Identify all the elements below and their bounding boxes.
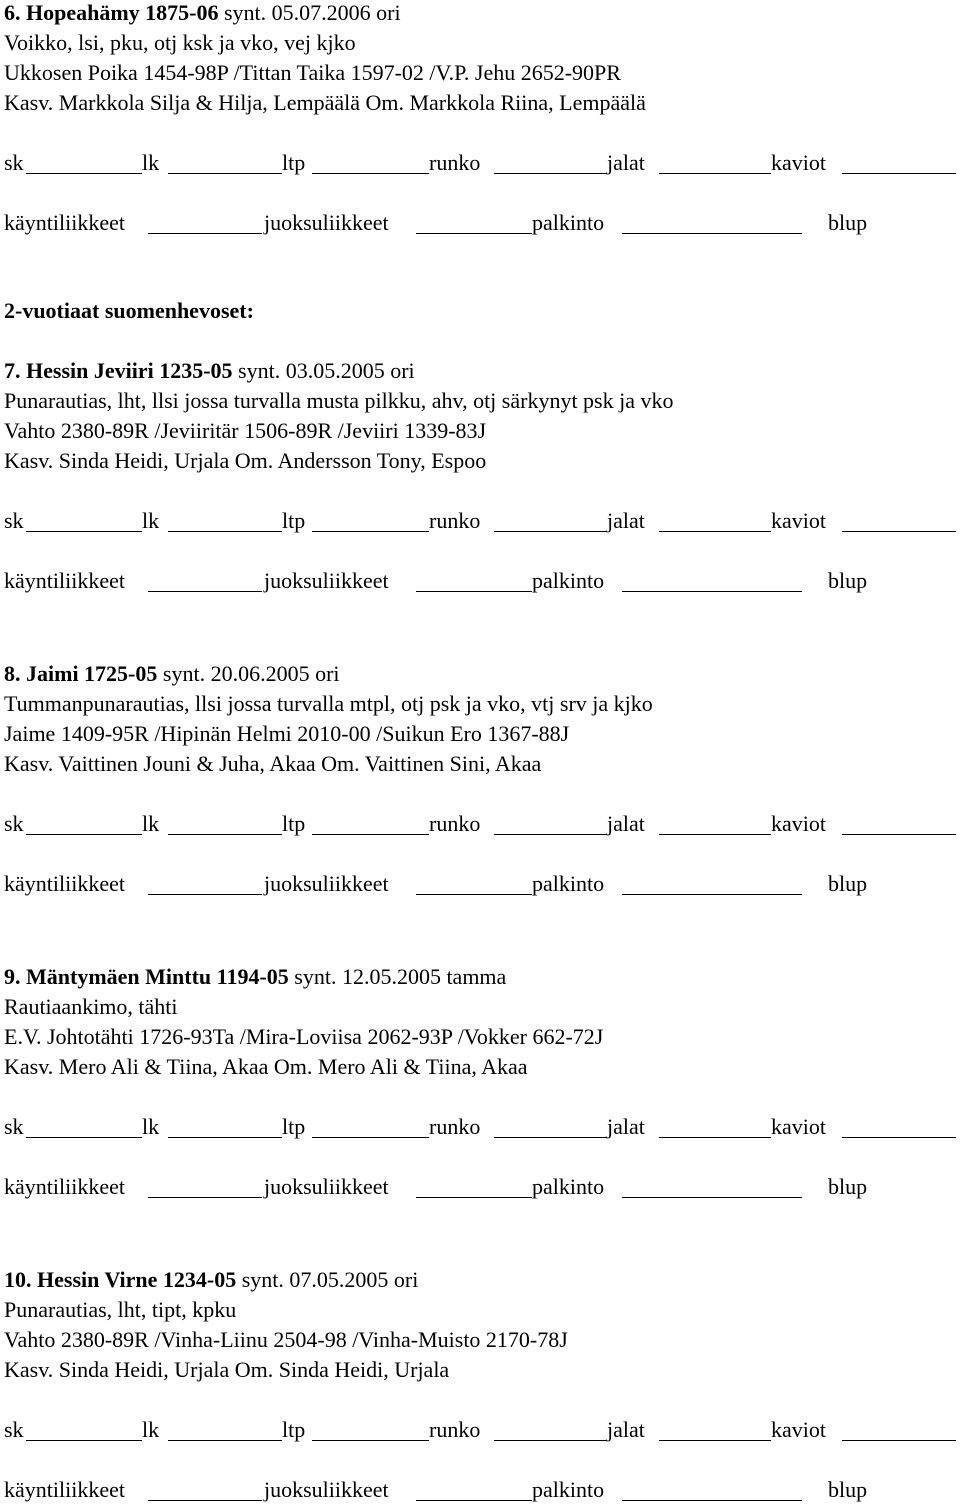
blank-underline xyxy=(148,1197,262,1198)
field-label: kaviot xyxy=(771,811,826,836)
blank-underline xyxy=(842,1440,956,1441)
field-label: runko xyxy=(429,150,481,175)
field-label: jalat xyxy=(607,508,645,533)
breeder-owner: Kasv. Sinda Heidi, Urjala Om. Andersson Tony, Espoo xyxy=(4,448,487,473)
field-label: runko xyxy=(429,811,481,836)
birth-info: synt. 03.05.2005 ori xyxy=(238,358,415,383)
coat-description: Tummanpunarautias, llsi jossa turvalla mtpl, otj psk ja vko, vtj srv ja kjko xyxy=(4,691,653,716)
entry-heading xyxy=(4,0,401,26)
blank-underline xyxy=(168,173,282,174)
field-label: ltp xyxy=(282,1114,306,1139)
field-label: palkinto xyxy=(532,210,605,235)
birth-info: synt. 07.05.2005 ori xyxy=(241,1267,419,1292)
field-label: kaviot xyxy=(771,1417,826,1442)
blank-underline xyxy=(622,1500,802,1501)
field-label: kaviot xyxy=(771,508,826,533)
field-label: jalat xyxy=(607,150,645,175)
field-label: runko xyxy=(429,1114,481,1139)
blank-underline xyxy=(494,173,607,174)
blank-underline xyxy=(148,894,262,895)
field-label: jalat xyxy=(607,1417,645,1442)
field-label: ltp xyxy=(282,811,306,836)
blank-underline xyxy=(659,1440,771,1441)
blank-underline xyxy=(659,834,771,835)
breeder-owner: Kasv. Mero Ali & Tiina, Akaa Om. Mero Ali & Tiina, Akaa xyxy=(4,1054,528,1079)
field-label: käyntiliikkeet xyxy=(4,871,125,896)
coat-description: Punarautias, lht, tipt, kpku xyxy=(4,1297,237,1322)
blank-underline xyxy=(494,1137,607,1138)
blank-underline xyxy=(312,1137,429,1138)
section-heading: 2-vuotiaat suomenhevoset: xyxy=(4,298,254,323)
breeder-owner: Kasv. Sinda Heidi, Urjala Om. Sinda Heidi, Urjala xyxy=(4,1357,450,1382)
field-label: sk xyxy=(4,811,24,836)
field-label: sk xyxy=(4,508,24,533)
field-label: palkinto xyxy=(532,1174,605,1199)
blank-underline xyxy=(168,1440,282,1441)
blank-underline xyxy=(622,591,802,592)
blank-underline xyxy=(416,894,532,895)
breeder-owner: Kasv. Markkola Silja & Hilja, Lempäälä Om. Markkola Riina, Lempäälä xyxy=(4,90,646,115)
field-label: blup xyxy=(828,871,868,896)
movement-fields-row xyxy=(4,1172,956,1202)
blank-underline xyxy=(312,834,429,835)
field-label: blup xyxy=(828,568,868,593)
blank-underline xyxy=(416,1197,532,1198)
blank-underline xyxy=(659,1137,771,1138)
blank-underline xyxy=(26,1440,142,1441)
score-fields-row xyxy=(4,809,956,839)
field-label: jalat xyxy=(607,1114,645,1139)
pedigree: Vahto 2380-89R /Vinha-Liinu 2504-98 /Vinha-Muisto 2170-78J xyxy=(4,1327,568,1352)
blank-underline xyxy=(494,531,607,532)
birth-info: synt. 05.07.2006 ori xyxy=(224,0,401,25)
field-label: palkinto xyxy=(532,568,605,593)
blank-underline xyxy=(659,173,771,174)
movement-fields-row xyxy=(4,566,956,596)
blank-underline xyxy=(312,1440,429,1441)
field-label: runko xyxy=(429,1417,481,1442)
field-label: juoksuliikkeet xyxy=(264,1477,389,1502)
birth-info: synt. 12.05.2005 tamma xyxy=(294,964,507,989)
blank-underline xyxy=(148,233,262,234)
blank-underline xyxy=(26,834,142,835)
field-label: ltp xyxy=(282,150,306,175)
field-label: käyntiliikkeet xyxy=(4,210,125,235)
blank-underline xyxy=(168,834,282,835)
field-label: kaviot xyxy=(771,150,826,175)
field-label: runko xyxy=(429,508,481,533)
blank-underline xyxy=(416,1500,532,1501)
blank-underline xyxy=(416,591,532,592)
pedigree: Jaime 1409-95R /Hipinän Helmi 2010-00 /Suikun Ero 1367-88J xyxy=(4,721,570,746)
blank-underline xyxy=(26,173,142,174)
field-label: juoksuliikkeet xyxy=(264,871,389,896)
blank-underline xyxy=(26,1137,142,1138)
coat-description: Voikko, lsi, pku, otj ksk ja vko, vej kjko xyxy=(4,30,356,55)
blank-underline xyxy=(168,531,282,532)
blank-underline xyxy=(312,531,429,532)
blank-underline xyxy=(659,531,771,532)
blank-underline xyxy=(168,1137,282,1138)
horse-name: 6. Hopeahämy 1875-06 xyxy=(4,0,219,25)
field-label: kaviot xyxy=(771,1114,826,1139)
horse-name: 8. Jaimi 1725-05 xyxy=(4,661,158,686)
field-label: blup xyxy=(828,1477,868,1502)
field-label: lk xyxy=(142,1417,160,1442)
score-fields-row xyxy=(4,148,956,178)
horse-name: 9. Mäntymäen Minttu 1194-05 xyxy=(4,964,289,989)
blank-underline xyxy=(622,894,802,895)
blank-underline xyxy=(312,173,429,174)
entry-heading xyxy=(4,1267,418,1293)
blank-underline xyxy=(842,173,956,174)
field-label: sk xyxy=(4,1114,24,1139)
field-label: käyntiliikkeet xyxy=(4,1477,125,1502)
movement-fields-row xyxy=(4,869,956,899)
field-label: lk xyxy=(142,508,160,533)
field-label: sk xyxy=(4,150,24,175)
field-label: lk xyxy=(142,150,160,175)
breeder-owner: Kasv. Vaittinen Jouni & Juha, Akaa Om. Vaittinen Sini, Akaa xyxy=(4,751,542,776)
field-label: jalat xyxy=(607,811,645,836)
entry-heading xyxy=(4,661,340,687)
coat-description: Rautiaankimo, tähti xyxy=(4,994,178,1019)
field-label: lk xyxy=(142,811,160,836)
blank-underline xyxy=(148,1500,262,1501)
score-fields-row xyxy=(4,506,956,536)
field-label: blup xyxy=(828,1174,868,1199)
coat-description: Punarautias, lht, llsi jossa turvalla musta pilkku, ahv, otj särkynyt psk ja vko xyxy=(4,388,674,413)
blank-underline xyxy=(494,1440,607,1441)
movement-fields-row xyxy=(4,1475,956,1505)
pedigree: Vahto 2380-89R /Jeviiritär 1506-89R /Jeviiri 1339-83J xyxy=(4,418,487,443)
entry-heading xyxy=(4,964,506,990)
field-label: juoksuliikkeet xyxy=(264,568,389,593)
score-fields-row xyxy=(4,1112,956,1142)
blank-underline xyxy=(842,834,956,835)
entry-heading xyxy=(4,358,415,384)
field-label: lk xyxy=(142,1114,160,1139)
field-label: juoksuliikkeet xyxy=(264,1174,389,1199)
horse-name: 7. Hessin Jeviiri 1235-05 xyxy=(4,358,233,383)
field-label: palkinto xyxy=(532,1477,605,1502)
pedigree: E.V. Johtotähti 1726-93Ta /Mira-Loviisa 2062-93P /Vokker 662-72J xyxy=(4,1024,604,1049)
field-label: ltp xyxy=(282,1417,306,1442)
blank-underline xyxy=(622,233,802,234)
pedigree: Ukkosen Poika 1454-98P /Tittan Taika 1597-02 /V.P. Jehu 2652-90PR xyxy=(4,60,621,85)
blank-underline xyxy=(416,233,532,234)
horse-name: 10. Hessin Virne 1234-05 xyxy=(4,1267,237,1292)
blank-underline xyxy=(622,1197,802,1198)
birth-info: synt. 20.06.2005 ori xyxy=(162,661,340,686)
field-label: palkinto xyxy=(532,871,605,896)
movement-fields-row xyxy=(4,208,956,238)
field-label: sk xyxy=(4,1417,24,1442)
field-label: juoksuliikkeet xyxy=(264,210,389,235)
blank-underline xyxy=(494,834,607,835)
field-label: ltp xyxy=(282,508,306,533)
field-label: käyntiliikkeet xyxy=(4,1174,125,1199)
field-label: käyntiliikkeet xyxy=(4,568,125,593)
field-label: blup xyxy=(828,210,868,235)
blank-underline xyxy=(148,591,262,592)
score-fields-row xyxy=(4,1415,956,1445)
blank-underline xyxy=(26,531,142,532)
blank-underline xyxy=(842,1137,956,1138)
blank-underline xyxy=(842,531,956,532)
